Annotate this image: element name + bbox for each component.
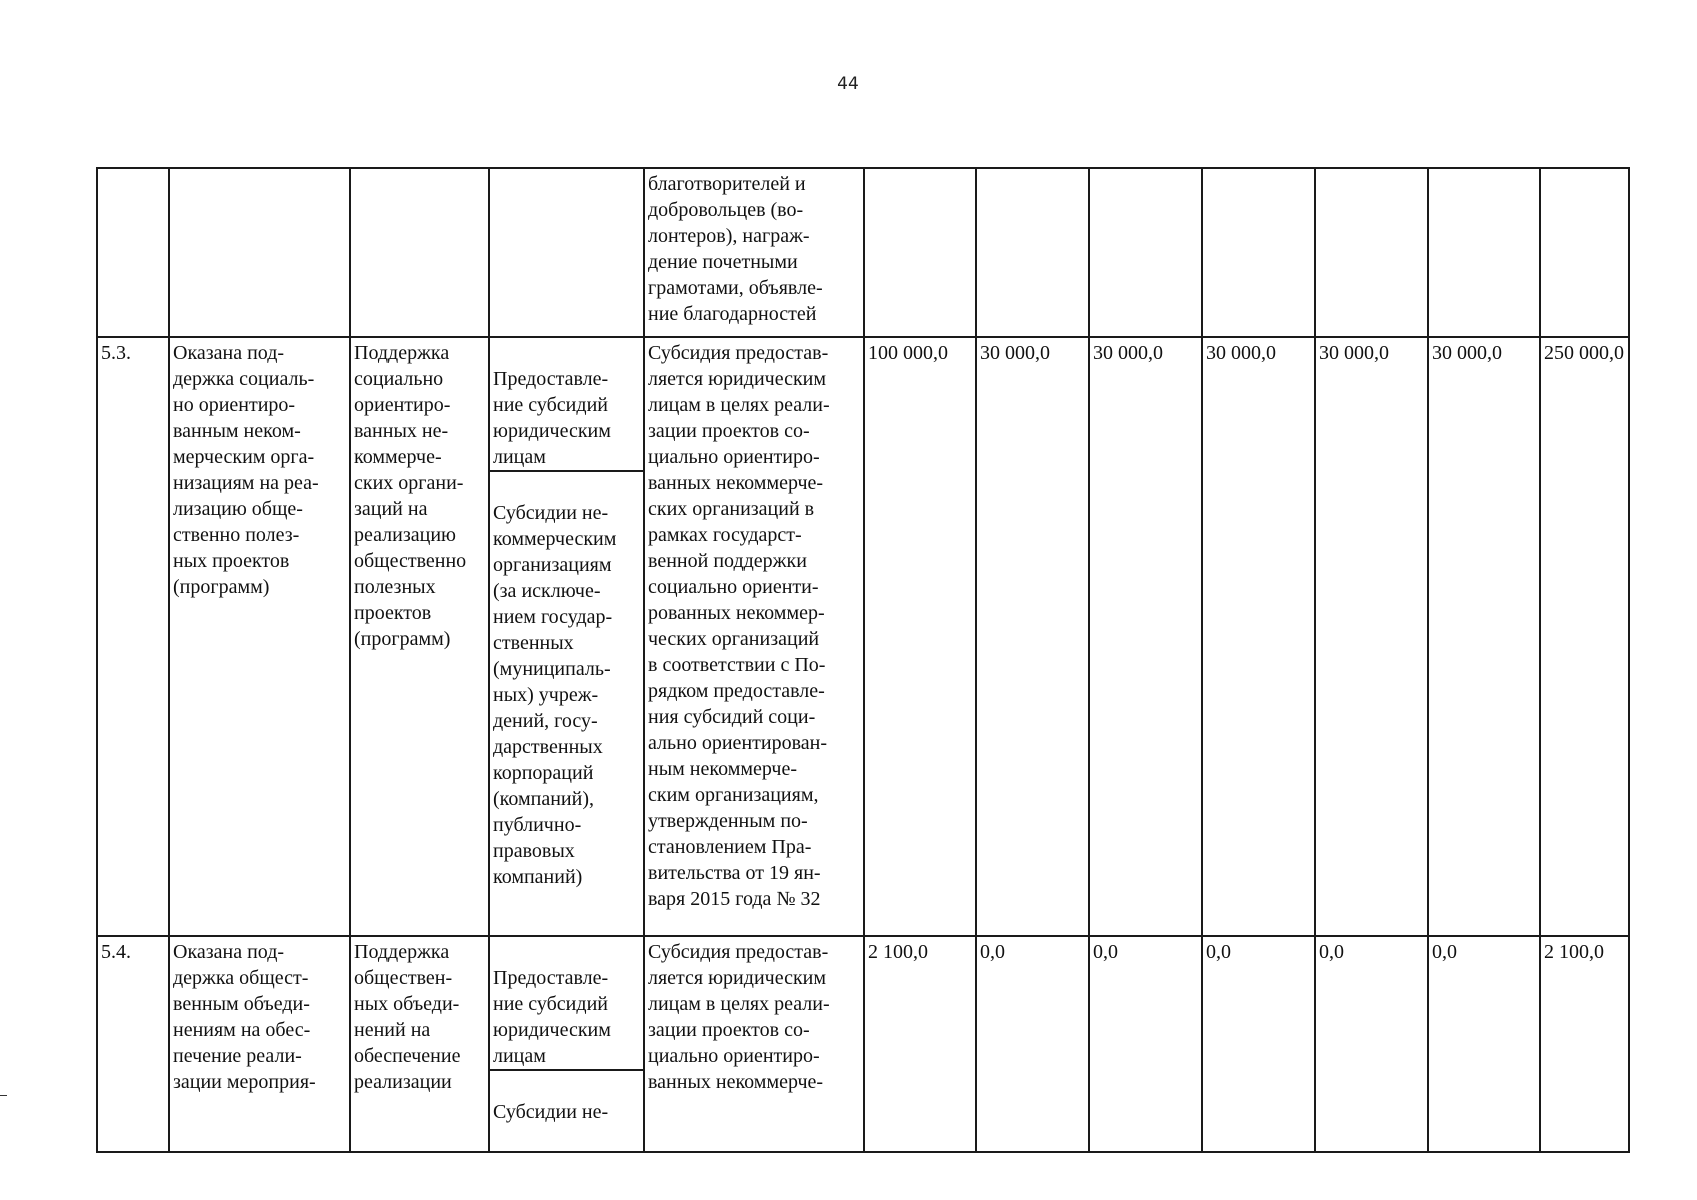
amount-cell: 30 000,0 <box>1315 337 1428 936</box>
description-cell: Субсидия предостав- ляется юридическим лицам в целях реали- зации проектов со- циально ориентиро- ванных некоммерче- <box>644 936 864 1152</box>
amount-cell: 0,0 <box>1315 936 1428 1152</box>
amount-cell: 100 000,0 <box>864 337 976 936</box>
amount-cell: 0,0 <box>976 936 1089 1152</box>
result-cell: Оказана под- держка социаль- но ориентиро- ванным неком- мерческим орга- низациям на реа- лизацию обще- ственно полез- ных проектов (программ) <box>169 337 350 936</box>
support-type-cell <box>489 936 644 1152</box>
description-cell: благотворителей и добровольцев (во- лонтеров), награж- дение почетными грамотами, объявле- ние благодарностей <box>644 168 864 337</box>
table-row <box>97 936 1629 1152</box>
total-cell <box>1540 168 1629 337</box>
total-cell: 250 000,0 <box>1540 337 1629 936</box>
result-cell <box>169 168 350 337</box>
measure-cell: Поддержка социально ориентиро- ванных не- коммерче- ских органи- заций на реализацию общественно полезных проектов (программ) <box>350 337 489 936</box>
amount-cell <box>976 168 1089 337</box>
margin-mark <box>0 1095 7 1096</box>
amount-cell <box>1315 168 1428 337</box>
support-subtype-text: Субсидии не- коммерческим организациям (за исключе- нием государ- ственных (муниципаль- ных) учреж- дений, госу- дарственных корпораций (компаний), публично- правовых компаний) <box>493 502 617 888</box>
row-number-cell: 5.4. <box>97 936 169 1152</box>
support-type-cell <box>489 168 644 337</box>
program-measures-table <box>96 167 1630 1153</box>
measure-cell: Поддержка обществен- ных объеди- нений на обеспечение реализации <box>350 936 489 1152</box>
description-cell: Субсидия предостав- ляется юридическим лицам в целях реали- зации проектов со- циально ориентиро- ванных некоммерче- ских организаций в рамках государст- венной поддержки социально ориенти- рованных некоммер- ческих организаций в соответствии с По- рядком предоставле- ния субсидий соци- ально ориентирован- ным некоммерче- ским организациям, утвержденным по- становлением Пра- вительства от 19 ян- варя 2015 года № 32 <box>644 337 864 936</box>
row-number-cell <box>97 168 169 337</box>
amount-cell <box>1202 168 1315 337</box>
measure-cell <box>350 168 489 337</box>
support-type-text: Предоставле- ние субсидий юридическим лицам <box>490 364 643 472</box>
amount-cell: 30 000,0 <box>1202 337 1315 936</box>
amount-cell: 0,0 <box>1089 936 1202 1152</box>
support-subtype-text: Субсидии не- <box>493 1101 609 1123</box>
table-row <box>97 168 1629 337</box>
amount-cell <box>1428 168 1540 337</box>
row-number-cell: 5.3. <box>97 337 169 936</box>
page-number: 44 <box>837 74 859 94</box>
amount-cell: 30 000,0 <box>1428 337 1540 936</box>
result-cell: Оказана под- держка общест- венным объеди- нениям на обес- печение реали- зации мероприя- <box>169 936 350 1152</box>
total-cell: 2 100,0 <box>1540 936 1629 1152</box>
amount-cell: 30 000,0 <box>976 337 1089 936</box>
amount-cell: 30 000,0 <box>1089 337 1202 936</box>
amount-cell <box>1089 168 1202 337</box>
support-type-cell <box>489 337 644 936</box>
amount-cell <box>864 168 976 337</box>
table-row <box>97 337 1629 936</box>
amount-cell: 2 100,0 <box>864 936 976 1152</box>
support-type-text: Предоставле- ние субсидий юридическим лицам <box>490 963 643 1071</box>
amount-cell: 0,0 <box>1202 936 1315 1152</box>
amount-cell: 0,0 <box>1428 936 1540 1152</box>
